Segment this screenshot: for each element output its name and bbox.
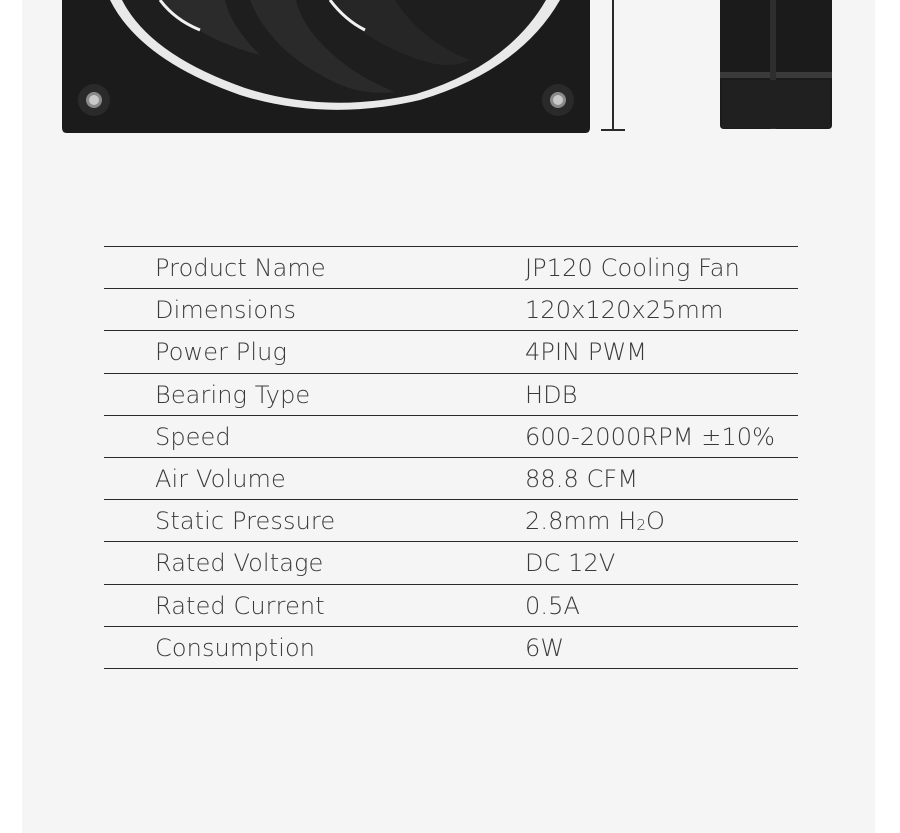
spec-label: Static Pressure [155, 507, 336, 536]
spec-row-rated-voltage [104, 542, 798, 584]
spec-row-rated-current [104, 585, 798, 627]
fan-product-image [0, 0, 900, 140]
dimension-marker [601, 0, 625, 130]
spec-value-main: 2.8mm H [525, 507, 637, 536]
spec-value: 0.5A [525, 591, 580, 620]
spec-label: Speed [155, 422, 231, 451]
spec-value: HDB [525, 380, 578, 409]
spec-value [525, 500, 665, 547]
spec-row-bearing-type [104, 374, 798, 416]
spec-value: DC 12V [525, 549, 616, 578]
spec-value: 88.8 CFM [525, 464, 639, 493]
spec-row-product-name [104, 247, 798, 289]
spec-row-speed [104, 416, 798, 458]
spec-row-air-volume [104, 458, 798, 500]
fan-side-view [720, 0, 832, 129]
fan-front-view [62, 0, 590, 133]
spec-label: Rated Current [155, 591, 325, 620]
spec-label: Bearing Type [155, 380, 311, 409]
spec-row-static-pressure [104, 500, 798, 542]
spec-label: Power Plug [155, 338, 287, 367]
spec-label: Consumption [155, 633, 316, 662]
spec-row-power-plug [104, 331, 798, 373]
spec-row-consumption [104, 627, 798, 669]
spec-value: 6W [525, 633, 565, 662]
spec-label: Dimensions [155, 296, 297, 325]
spec-value: 600-2000RPM ±10% [525, 422, 776, 451]
spec-label: Rated Voltage [155, 549, 324, 578]
spec-table [104, 246, 798, 669]
spec-value: 120x120x25mm [525, 296, 724, 325]
spec-value-tail: O [645, 507, 665, 536]
spec-row-dimensions [104, 289, 798, 331]
spec-value: JP120 Cooling Fan [525, 254, 740, 282]
spec-value-subscript: 2 [636, 516, 646, 535]
spec-value: 4PIN PWM [525, 338, 648, 367]
spec-label: Air Volume [155, 464, 286, 493]
spec-label: Product Name [155, 254, 326, 282]
